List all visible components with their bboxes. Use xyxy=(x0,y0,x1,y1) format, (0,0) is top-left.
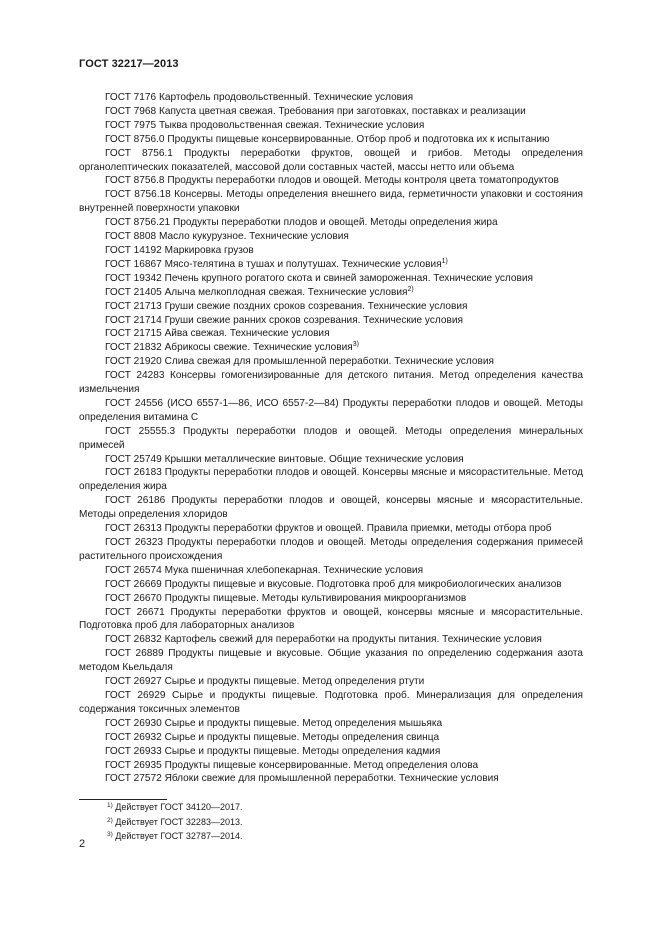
reference-item xyxy=(79,564,583,578)
reference-item xyxy=(79,633,583,647)
reference-title: Продукты переработки плодов и овощей. Методы определения жира xyxy=(172,217,498,229)
reference-code: ГОСТ 8756.8 xyxy=(105,175,165,187)
reference-title: Сырье и продукты пищевые. Подготовка проб. Минерализация для определения содержания токсичных элементов xyxy=(79,689,583,715)
reference-code: ГОСТ 26929 xyxy=(105,689,166,701)
reference-title: Сырье и продукты пищевые. Метод определения ртути xyxy=(164,676,425,688)
reference-code: ГОСТ 26313 xyxy=(105,523,162,535)
reference-item xyxy=(79,355,583,369)
reference-item xyxy=(79,341,583,355)
reference-item xyxy=(79,689,583,717)
reference-title: Продукты пищевые консервированные. Метод определения олова xyxy=(164,759,479,771)
reference-code: ГОСТ 24556 xyxy=(105,397,164,409)
reference-title: Мука пшеничная хлебопекарная. Технические условия xyxy=(164,564,424,576)
reference-item xyxy=(79,91,583,105)
normative-references-list xyxy=(79,91,583,786)
reference-title: Слива свежая для промышленной переработки. Технические условия xyxy=(164,356,494,368)
reference-code: ГОСТ 7176 xyxy=(105,92,157,103)
footnote-marker: 2) xyxy=(407,285,414,293)
reference-title: Крышки металлические винтовые. Общие технические условия xyxy=(164,453,464,465)
reference-title: Груши свежие ранних сроков созревания. Технические условия xyxy=(164,314,463,326)
reference-item xyxy=(79,286,583,300)
reference-title: Продукты пищевые и вкусовые. Подготовка проб для микробиологических анализов xyxy=(164,578,562,590)
reference-item xyxy=(79,119,583,133)
footnote-item xyxy=(107,815,242,830)
reference-item xyxy=(79,105,583,119)
reference-title: Яблоки свежие для промышленной переработки. Технические условия xyxy=(164,773,499,785)
reference-code: ГОСТ 21832 xyxy=(105,342,162,354)
reference-title: Консервы. Методы определения внешнего вида, герметичности упаковки и состояния внутренней поверхности упаковки xyxy=(79,189,583,215)
reference-title: Айва свежая. Технические условия xyxy=(164,328,330,340)
reference-code: ГОСТ 21920 xyxy=(105,356,162,368)
reference-item xyxy=(79,133,583,147)
reference-title: Продукты пищевые консервированные. Отбор проб и подготовка их к испытанию xyxy=(167,133,550,145)
reference-code: ГОСТ 26832 xyxy=(105,634,162,646)
reference-title: Продукты переработки плодов и овощей. Методы контроля цвета томатопродуктов xyxy=(167,175,559,187)
reference-code: ГОСТ 8756.21 xyxy=(105,217,171,229)
reference-item xyxy=(79,606,583,634)
footnote-mark: 1) xyxy=(107,802,113,809)
reference-item xyxy=(79,425,583,453)
reference-title: Продукты переработки фруктов и овощей. Правила приемки, методы отбора проб xyxy=(164,523,552,535)
reference-item xyxy=(79,759,583,773)
reference-item xyxy=(79,647,583,675)
document-header: ГОСТ 32217—2013 xyxy=(79,58,179,70)
reference-code: ГОСТ 26670 xyxy=(105,592,162,604)
reference-item xyxy=(79,536,583,564)
reference-item xyxy=(79,717,583,731)
reference-code: ГОСТ 26323 xyxy=(105,537,163,548)
reference-title: Маркировка грузов xyxy=(164,244,254,256)
reference-title: (ИСО 6557-1—86, ИСО 6557-2—84) Продукты переработки плодов и овощей. Методы определения витамина С xyxy=(79,397,583,423)
reference-item xyxy=(79,397,583,425)
reference-title: Картофель свежий для переработки на продукты питания. Технические условия xyxy=(164,634,542,646)
reference-code: ГОСТ 16867 xyxy=(105,258,162,270)
reference-code: ГОСТ 21714 xyxy=(105,314,162,326)
reference-code: ГОСТ 7975 xyxy=(105,119,157,131)
footnotes xyxy=(107,800,242,844)
reference-title: Продукты переработки фруктов, овощей и грибов. Методы определения органолептических показателей, массовой доли составных частей, массы нетто или объема xyxy=(79,147,584,173)
page-number: 2 xyxy=(79,838,86,850)
reference-title: Масло кукурузное. Технические условия xyxy=(158,231,349,243)
reference-code: ГОСТ 26932 xyxy=(105,731,162,743)
reference-title: Продукты пищевые. Методы культивирования микроорганизмов xyxy=(164,592,467,604)
reference-title: Капуста цветная свежая. Требования при заготовках, поставках и реализации xyxy=(158,105,526,117)
reference-code: ГОСТ 26183 xyxy=(105,467,162,479)
reference-title: Печень крупного рогатого скота и свиней замороженная. Технические условия xyxy=(164,272,534,284)
reference-code: ГОСТ 19342 xyxy=(105,272,162,284)
reference-title: Продукты пищевые и вкусовые. Общие указания по определению содержания азота методом Кьельдаля xyxy=(79,648,583,674)
reference-item xyxy=(79,675,583,689)
footnote-marker: 1) xyxy=(441,257,448,265)
reference-code: ГОСТ 26669 xyxy=(105,578,162,590)
reference-title: Алыча мелкоплодная свежая. Технические условия xyxy=(164,286,408,298)
reference-title: Сырье и продукты пищевые. Методы определения кадмия xyxy=(164,745,441,757)
reference-item xyxy=(79,272,583,286)
reference-item xyxy=(79,314,583,328)
reference-title: Сырье и продукты пищевые. Методы определения свинца xyxy=(164,731,440,743)
reference-title: Груши свежие поздних сроков созревания. Технические условия xyxy=(164,300,468,312)
reference-item xyxy=(79,453,583,467)
reference-item xyxy=(79,244,583,258)
reference-item xyxy=(79,369,583,397)
reference-item xyxy=(79,772,583,786)
reference-code: ГОСТ 21405 xyxy=(105,286,162,298)
reference-code: ГОСТ 26186 xyxy=(105,495,166,507)
reference-item xyxy=(79,216,583,230)
reference-code: ГОСТ 8756.1 xyxy=(105,147,173,159)
reference-code: ГОСТ 14192 xyxy=(105,244,162,256)
reference-title: Продукты переработки плодов и овощей. Методы определения минеральных примесей xyxy=(79,425,583,451)
reference-item xyxy=(79,174,583,188)
reference-item xyxy=(79,300,583,314)
reference-title: Продукты переработки плодов и овощей. Консервы мясные и мясорастительные. Метод определения жира xyxy=(79,467,583,493)
footnote-text: Действует ГОСТ 32283—2013. xyxy=(115,816,243,827)
reference-item xyxy=(79,230,583,244)
reference-item xyxy=(79,578,583,592)
reference-item xyxy=(79,592,583,606)
reference-item xyxy=(79,147,583,175)
footnote-item xyxy=(107,800,242,815)
reference-code: ГОСТ 8756.0 xyxy=(105,133,165,145)
reference-code: ГОСТ 8756.18 xyxy=(105,189,171,201)
reference-item xyxy=(79,731,583,745)
footnote-mark: 3) xyxy=(107,831,113,839)
reference-code: ГОСТ 8808 xyxy=(105,231,157,243)
reference-code: ГОСТ 26930 xyxy=(105,717,162,729)
reference-title: Сырье и продукты пищевые. Метод определения мышьяка xyxy=(164,717,443,729)
reference-code: ГОСТ 21715 xyxy=(105,328,162,340)
footnote-marker: 3) xyxy=(352,341,359,349)
footnote-mark: 2) xyxy=(107,816,113,824)
reference-title: Продукты переработки плодов и овощей. Методы определения содержания примесей растительного происхождения xyxy=(79,537,583,562)
reference-code: ГОСТ 26574 xyxy=(105,564,162,576)
reference-code: ГОСТ 25555.3 xyxy=(105,425,176,437)
reference-code: ГОСТ 25749 xyxy=(105,453,162,465)
reference-item xyxy=(79,327,583,341)
reference-code: ГОСТ 7968 xyxy=(105,105,157,117)
reference-code: ГОСТ 26671 xyxy=(105,606,165,618)
reference-code: ГОСТ 26935 xyxy=(105,759,162,771)
reference-code: ГОСТ 27572 xyxy=(105,773,162,785)
reference-title: Продукты переработки плодов и овощей, консервы мясные и мясорастительные. Методы определения хлоридов xyxy=(79,495,583,521)
reference-code: ГОСТ 21713 xyxy=(105,300,162,312)
footnote-text: Действует ГОСТ 32787—2014. xyxy=(115,831,243,842)
reference-item xyxy=(79,522,583,536)
reference-item xyxy=(79,745,583,759)
reference-title: Консервы гомогенизированные для детского питания. Метод определения качества измельчения xyxy=(79,370,583,396)
footnote-item xyxy=(107,829,242,844)
reference-item xyxy=(79,258,583,272)
reference-title: Мясо-телятина в тушах и полутушах. Технические условия xyxy=(164,258,442,270)
reference-title: Картофель продовольственный. Технические условия xyxy=(158,92,414,103)
reference-code: ГОСТ 26889 xyxy=(105,648,164,660)
reference-code: ГОСТ 26927 xyxy=(105,676,162,688)
reference-item xyxy=(79,494,583,522)
reference-item xyxy=(79,188,583,216)
reference-title: Абрикосы свежие. Технические условия xyxy=(164,342,353,354)
reference-item xyxy=(79,466,583,494)
reference-title: Тыква продовольственная свежая. Технические условия xyxy=(158,119,425,131)
reference-title: Продукты переработки фруктов и овощей, консервы мясные и мясорастительные. Подготовка проб для лабораторных анализов xyxy=(79,606,583,632)
footnote-text: Действует ГОСТ 34120—2017. xyxy=(115,802,243,812)
reference-code: ГОСТ 24283 xyxy=(105,370,165,382)
reference-code: ГОСТ 26933 xyxy=(105,745,162,757)
